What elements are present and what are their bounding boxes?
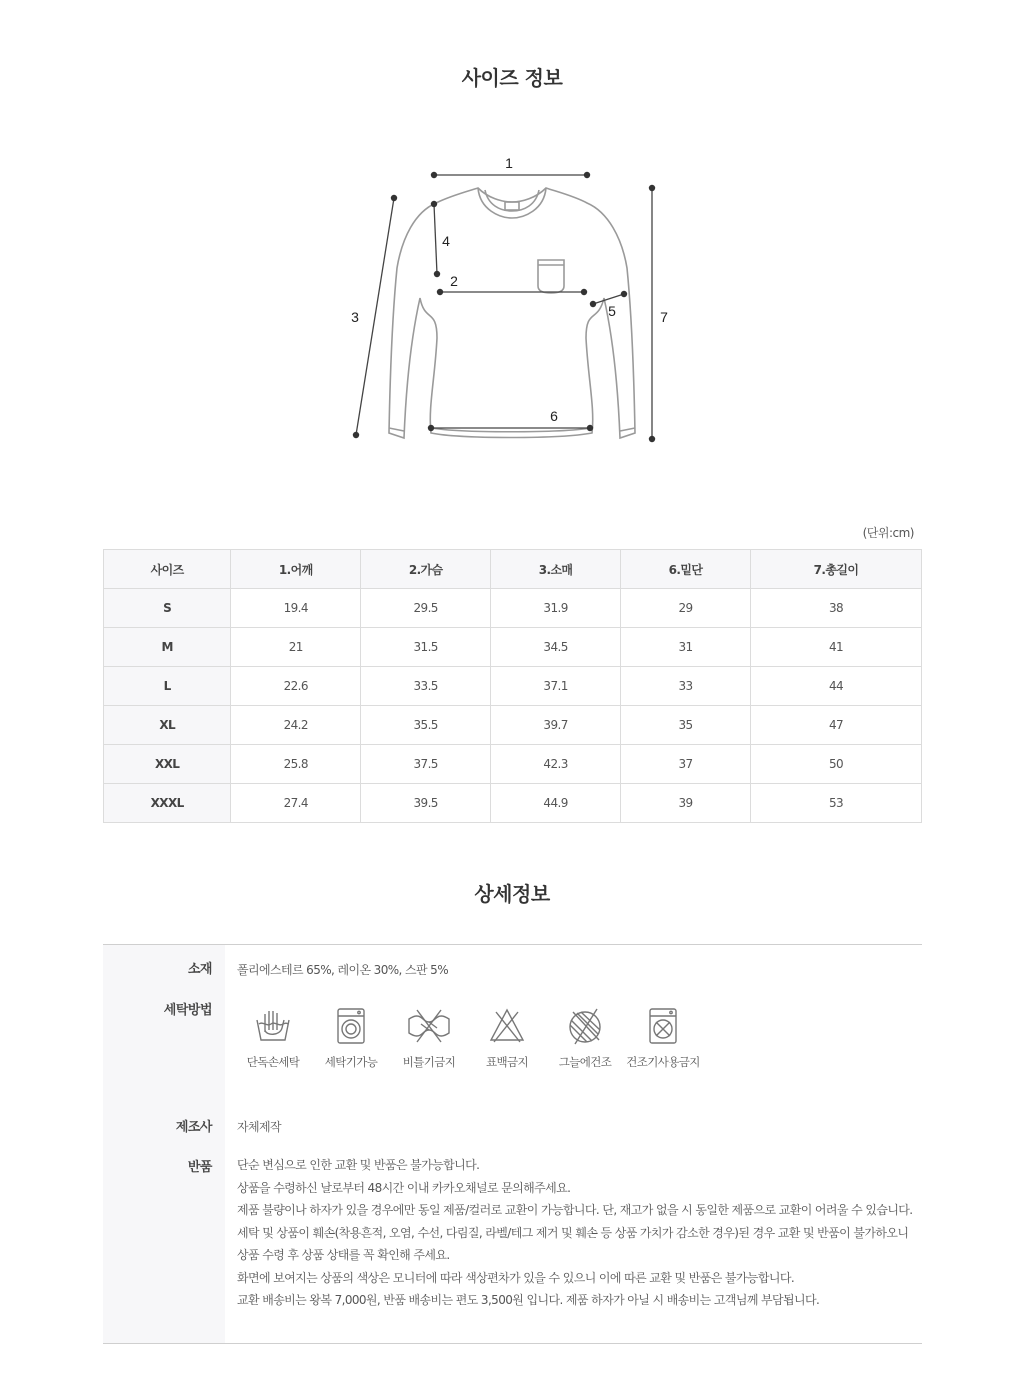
detail-info-title: 상세정보 [474, 882, 550, 906]
cell: XL [104, 706, 231, 745]
material-label: 소재 [187, 962, 212, 977]
wash-item [545, 1006, 625, 1070]
cell: 47 [750, 706, 921, 745]
hand-wash-icon [253, 1006, 293, 1046]
cell: 33 [621, 667, 751, 706]
cell: 42.3 [491, 745, 621, 784]
washing-machine-icon [331, 1006, 371, 1046]
cell: 31.9 [491, 589, 621, 628]
cell: S [104, 589, 231, 628]
return-policy-text [237, 1154, 917, 1312]
cell: 19.4 [231, 589, 361, 628]
cell: 27.4 [231, 784, 361, 823]
table-row [104, 706, 922, 745]
table-row [104, 745, 922, 784]
header-hem: 6.밑단 [621, 550, 751, 589]
return-line: 단순 변심으로 인한 교환 및 반품은 불가능합니다. [237, 1158, 480, 1172]
cell: 31.5 [361, 628, 491, 667]
cell: 35.5 [361, 706, 491, 745]
wash-label-text: 건조기사용금지 [626, 1055, 700, 1069]
table-row [104, 667, 922, 706]
cell: 35 [621, 706, 751, 745]
shade-dry-icon [565, 1006, 605, 1046]
cell: 22.6 [231, 667, 361, 706]
cell: L [104, 667, 231, 706]
wash-item [233, 1006, 313, 1070]
cell: 33.5 [361, 667, 491, 706]
cell: 29.5 [361, 589, 491, 628]
cell: 39 [621, 784, 751, 823]
return-line: 제품 불량이나 하자가 있을 경우에만 동일 제품/컬러로 교환이 가능합니다. 단, 재고가 없을 시 동일한 제품으로 교환이 어려울 수 있습니다. [237, 1203, 913, 1217]
material-value: 폴리에스테르 65%, 레이온 30%, 스판 5% [237, 963, 448, 977]
header-sleeve: 3.소매 [491, 550, 621, 589]
wash-label: 세탁방법 [163, 1003, 212, 1018]
no-tumble-dry-icon [643, 1006, 683, 1046]
diagram-label-hem: 6 [550, 408, 558, 424]
cell: 38 [750, 589, 921, 628]
header-chest: 2.가슴 [361, 550, 491, 589]
header-size: 사이즈 [104, 550, 231, 589]
wash-label-text: 세탁기가능 [324, 1055, 378, 1069]
diagram-label-armhole: 4 [442, 233, 450, 249]
return-line: 상품을 수령하신 날로부터 48시간 이내 카카오채널로 문의해주세요. [237, 1180, 571, 1195]
table-header-row [104, 550, 922, 589]
cell: 24.2 [231, 706, 361, 745]
cell: 37 [621, 745, 751, 784]
cell: 44 [750, 667, 921, 706]
return-line: 교환 배송비는 왕복 7,000원, 반품 배송비는 편도 3,500원 입니다. 제품 하자가 아닐 시 배송비는 고객님께 부담됩니다. [237, 1293, 820, 1307]
cell: 39.5 [361, 784, 491, 823]
diagram-label-shoulder: 1 [505, 155, 513, 171]
maker-label: 제조사 [175, 1120, 212, 1135]
cell: 21 [231, 628, 361, 667]
cell: M [104, 628, 231, 667]
wash-item [311, 1006, 391, 1070]
size-table [103, 549, 922, 823]
diagram-label-cuff: 5 [608, 303, 616, 319]
maker-value: 자체제작 [237, 1120, 281, 1134]
cell: 37.5 [361, 745, 491, 784]
wash-label-text: 표백금지 [485, 1055, 529, 1069]
cell: 31 [621, 628, 751, 667]
no-bleach-icon [487, 1006, 527, 1046]
cell: 29 [621, 589, 751, 628]
cell: XXL [104, 745, 231, 784]
table-row [104, 628, 922, 667]
wash-label-text: 비틀기금지 [402, 1055, 456, 1069]
return-label: 반품 [187, 1160, 212, 1175]
table-row [104, 589, 922, 628]
wash-label-text: 그늘에건조 [558, 1055, 612, 1069]
cell: 44.9 [491, 784, 621, 823]
wash-item [467, 1006, 547, 1070]
header-length: 7.총길이 [750, 550, 921, 589]
table-row [104, 784, 922, 823]
diagram-label-chest: 2 [450, 273, 458, 289]
cell: 50 [750, 745, 921, 784]
cell: 53 [750, 784, 921, 823]
wash-item [623, 1006, 703, 1070]
size-info-title: 사이즈 정보 [461, 66, 563, 90]
no-wring-icon [407, 1006, 451, 1046]
diagram-label-sleeve: 3 [351, 309, 359, 325]
return-line: 화면에 보여지는 상품의 색상은 모니터에 따라 색상편차가 있을 수 있으니 이에 따른 교환 및 반품은 불가능합니다. [237, 1270, 795, 1285]
diagram-label-length: 7 [660, 309, 668, 325]
cell: 39.7 [491, 706, 621, 745]
unit-note: (단위:cm) [862, 526, 914, 540]
wash-item [389, 1006, 469, 1070]
cell: 25.8 [231, 745, 361, 784]
cell: 34.5 [491, 628, 621, 667]
header-shoulder: 1.어깨 [231, 550, 361, 589]
cell: XXXL [104, 784, 231, 823]
cell: 41 [750, 628, 921, 667]
wash-label-text: 단독손세탁 [246, 1055, 300, 1069]
cell: 37.1 [491, 667, 621, 706]
return-line: 세탁 및 상품이 훼손(착용흔적, 오염, 수선, 다림질, 라벨/테그 제거 및 훼손 등 상품 가치가 감소한 경우)된 경우 교환 및 반품이 불가하오니 상품 수령 후 상품 상태를 꼭 확인해 주세요. [237, 1225, 909, 1262]
garment-measurement-diagram [340, 148, 680, 448]
